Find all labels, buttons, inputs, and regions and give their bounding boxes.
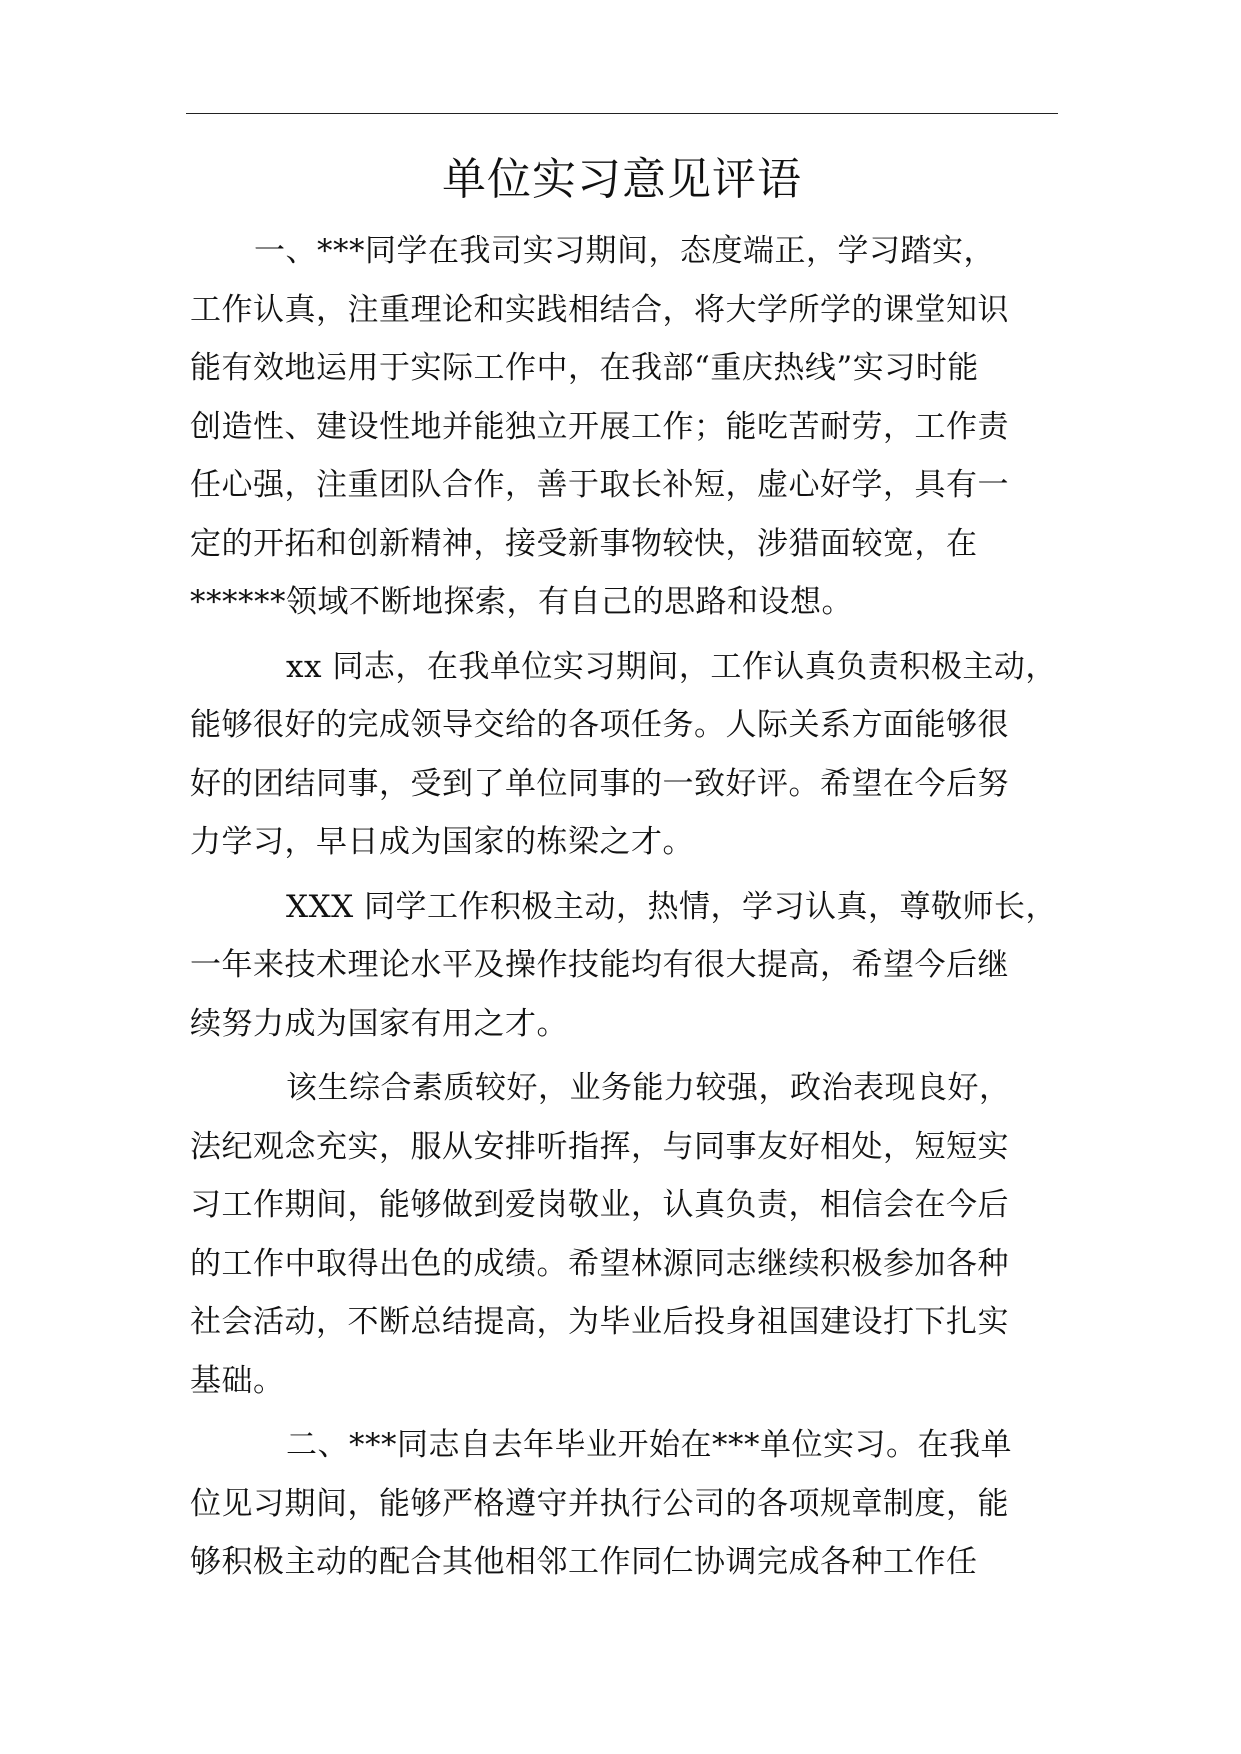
- paragraph-line: 能有效地运用于实际工作中，在我部“重庆热线”实习时能: [190, 350, 979, 386]
- paragraph-line: xx 同志，在我单位实习期间，工作认真负责积极主动，: [286, 648, 1057, 685]
- document-title: 单位实习意见评语: [442, 154, 802, 205]
- paragraph: [190, 878, 1058, 1054]
- paragraph-line: 定的开拓和创新精神，接受新事物较快，涉猎面较宽，在: [190, 525, 978, 562]
- paragraph: [190, 1416, 1058, 1592]
- paragraph-line: 社会活动，不断总结提高，为毕业后投身祖国建设打下扎实: [190, 1304, 1009, 1340]
- paragraph-line: 能够很好的完成领导交给的各项任务。人际关系方面能够很: [190, 707, 1009, 743]
- paragraph-line: 力学习，早日成为国家的栋梁之才。: [190, 824, 694, 860]
- paragraph-line: 的工作中取得出色的成绩。希望林源同志继续积极参加各种: [190, 1245, 1009, 1282]
- paragraph: [190, 1059, 1058, 1410]
- paragraph-line: 习工作期间，能够做到爱岗敬业，认真负责，相信会在今后: [190, 1187, 1009, 1223]
- header-rule: [186, 113, 1058, 114]
- paragraph-line: 工作认真，注重理论和实践相结合，将大学所学的课堂知识: [190, 291, 1009, 328]
- paragraph-line: ******领域不断地探索，有自己的思路和设想。: [190, 584, 853, 620]
- paragraph: [190, 638, 1058, 872]
- paragraph-line: 位见习期间，能够严格遵守并执行公司的各项规章制度，能: [190, 1485, 1009, 1522]
- paragraph-line: 法纪观念充实，服从安排听指挥，与同事友好相处，短短实: [190, 1128, 1009, 1165]
- paragraph-line: 一、***同学在我司实习期间，态度端正，学习踏实，: [254, 233, 995, 269]
- document-body: [190, 222, 1058, 1598]
- paragraph-line: 任心强，注重团队合作，善于取长补短，虚心好学，具有一: [190, 467, 1009, 503]
- paragraph: [190, 222, 1058, 632]
- paragraph-line: 一年来技术理论水平及操作技能均有很大提高，希望今后继: [190, 947, 1009, 983]
- paragraph-line: XXX 同学工作积极主动，热情，学习认真，尊敬师长，: [286, 888, 1058, 925]
- paragraph-line: 够积极主动的配合其他相邻工作同仁协调完成各种工作任: [190, 1544, 978, 1580]
- paragraph-line: 二、***同志自去年毕业开始在***单位实习。在我单: [286, 1427, 1012, 1463]
- paragraph-line: 续努力成为国家有用之才。: [190, 1005, 568, 1042]
- paragraph-line: 创造性、建设性地并能独立开展工作；能吃苦耐劳，工作责: [190, 408, 1009, 445]
- paragraph-line: 好的团结同事，受到了单位同事的一致好评。希望在今后努: [190, 765, 1009, 802]
- paragraph-line: 该生综合素质较好，业务能力较强，政治表现良好，: [286, 1070, 1011, 1106]
- paragraph-line: 基础。: [190, 1362, 285, 1399]
